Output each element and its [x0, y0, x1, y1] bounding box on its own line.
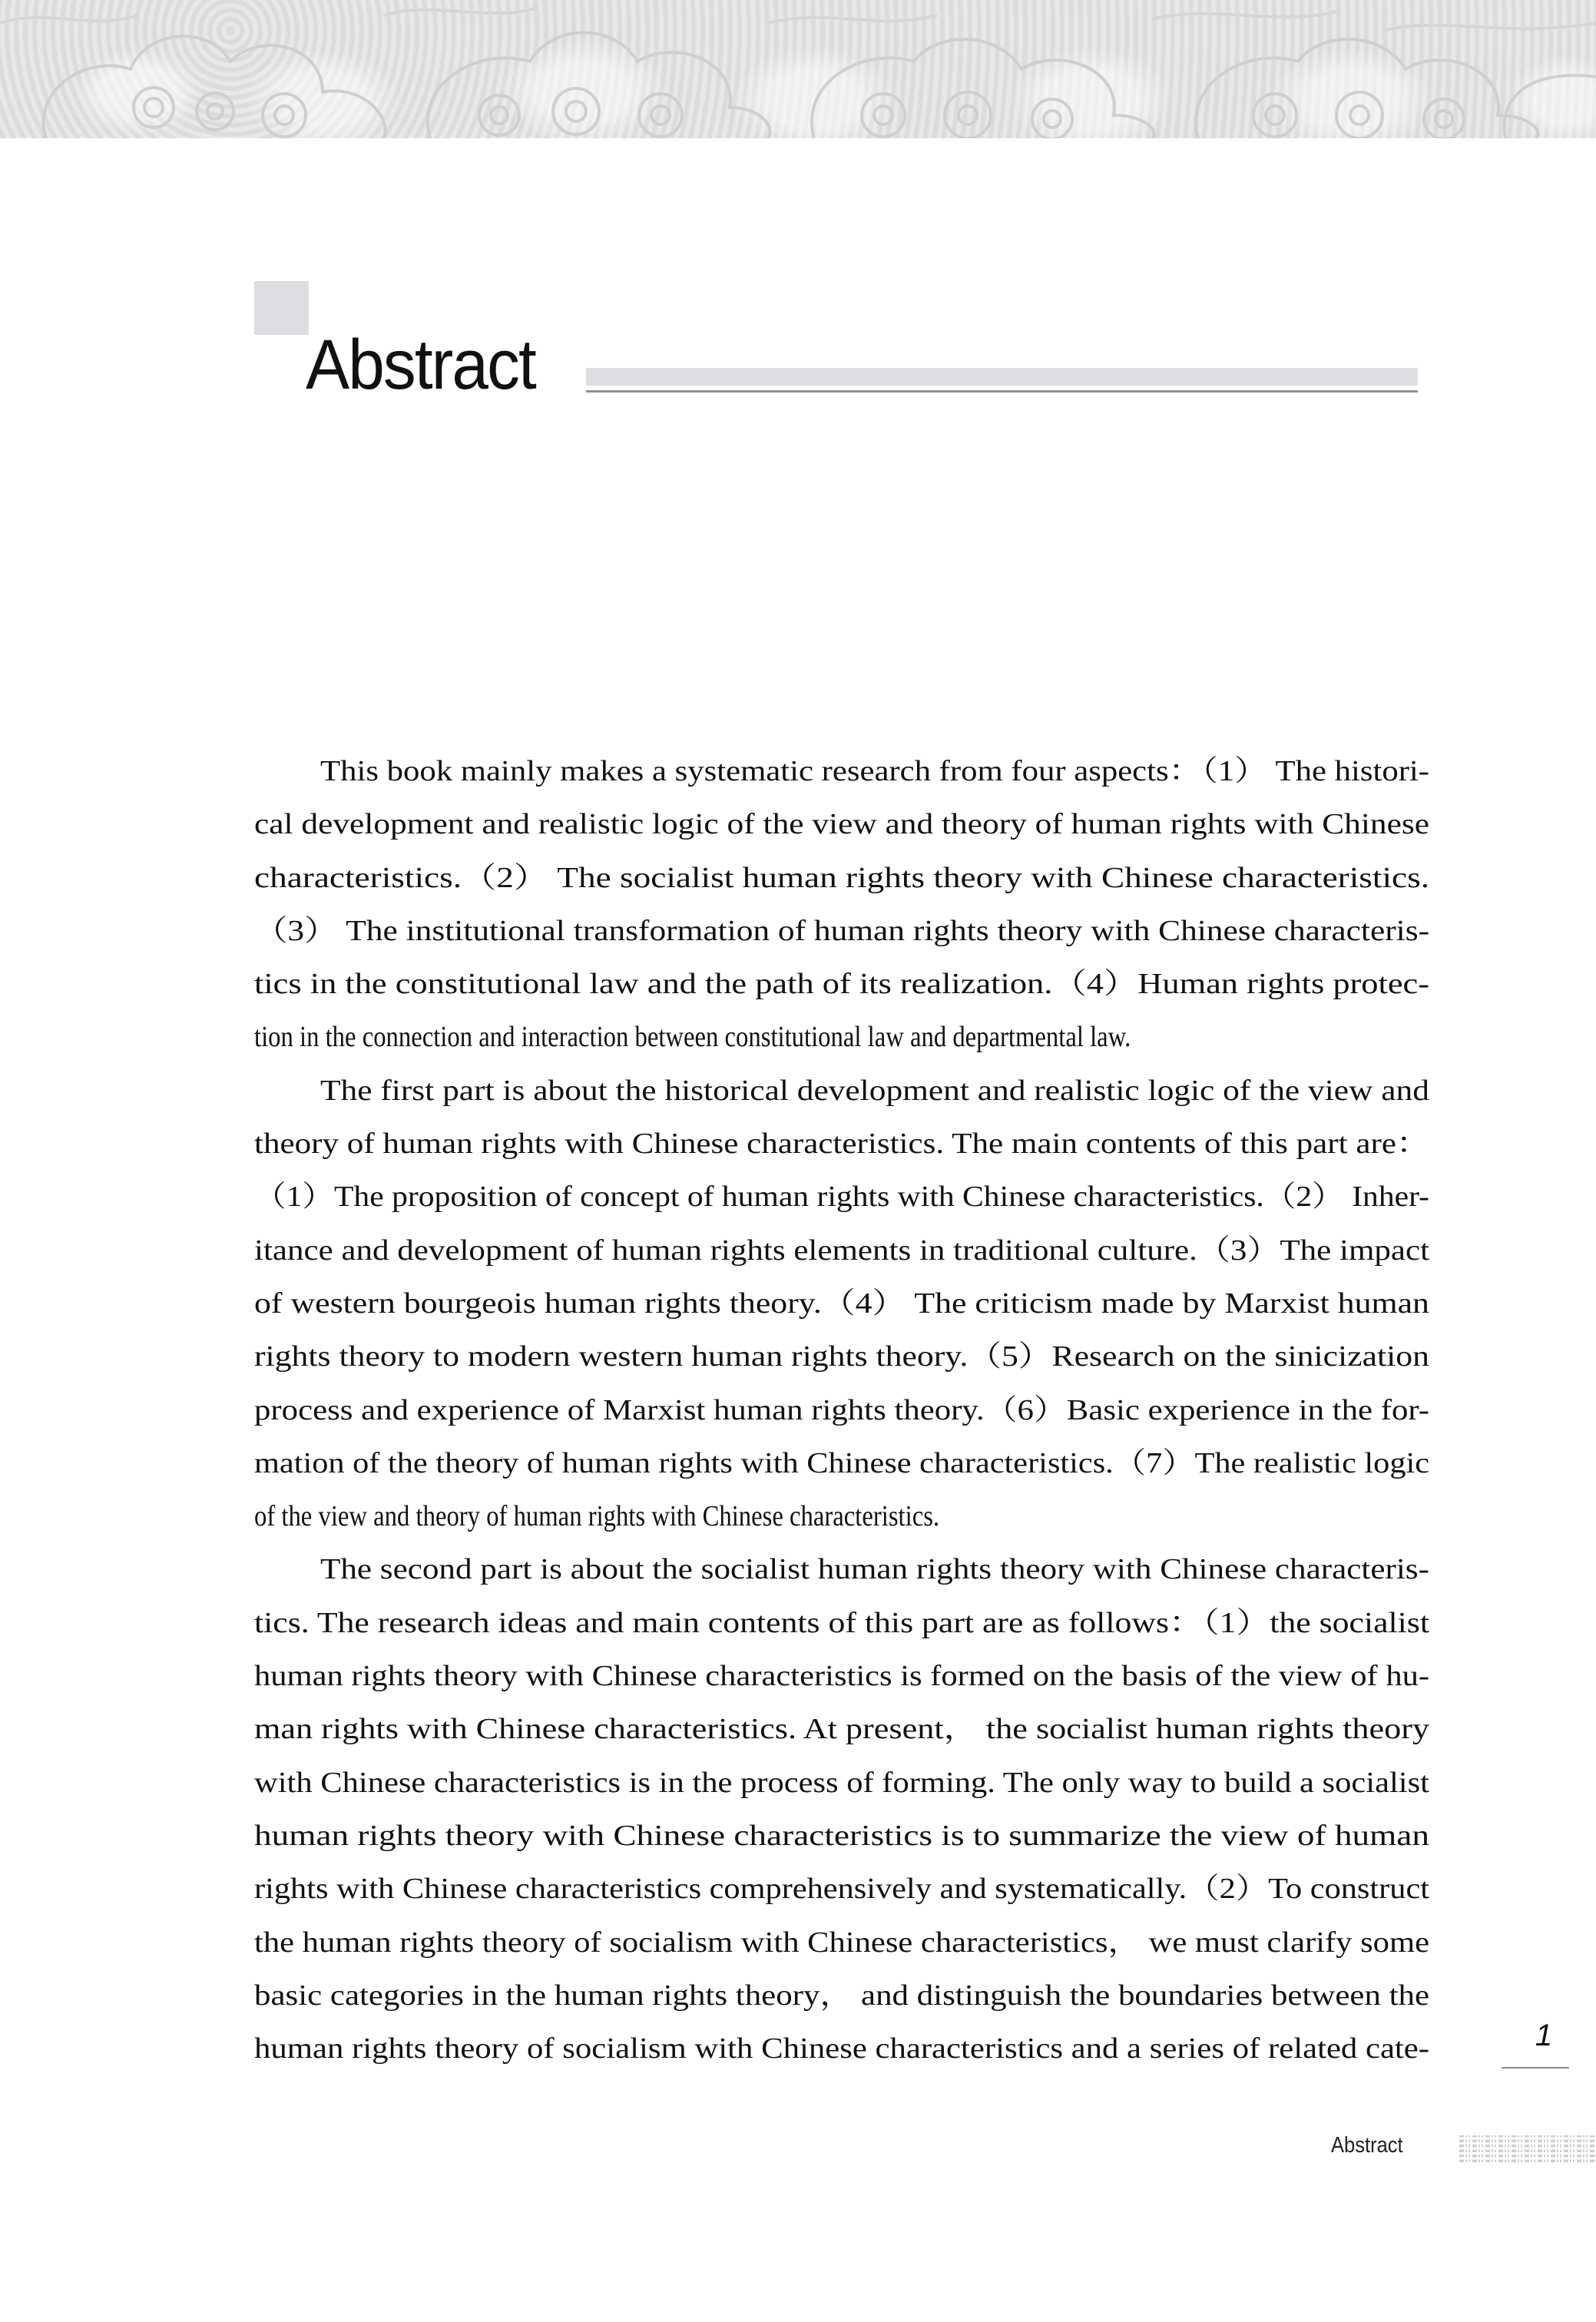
text-line: （1）The proposition of concept of human rights with Chinese characteristics.（2） Inher-	[254, 1181, 1430, 1214]
page-number: 1	[1535, 2019, 1553, 2052]
text-line: tics in the constitutional law and the path of its realization.（4）Human rights protec-	[254, 968, 1430, 1001]
text-line: of western bourgeois human rights theory.（4） The criticism made by Marxist human	[254, 1287, 1429, 1320]
text-line: The second part is about the socialist human rights theory with Chinese characteris-	[320, 1553, 1429, 1586]
text-line: man rights with Chinese characteristics. At present， the socialist human rights theory	[254, 1713, 1430, 1746]
text-line: human rights theory with Chinese characteristics is formed on the basis of the view of hu-	[254, 1660, 1430, 1693]
text-line: itance and development of human rights elements in traditional culture.（3）The impact	[254, 1234, 1430, 1267]
text-line: The first part is about the historical development and realistic logic of the view and	[320, 1074, 1429, 1107]
page-title: Abstract	[306, 326, 535, 404]
text-line: rights with Chinese characteristics comprehensively and systematically.（2）To construct	[254, 1873, 1430, 1906]
text-line: tics. The research ideas and main contents of this part are as follows：（1）the socialist	[254, 1606, 1430, 1639]
page-number-rule	[1502, 2067, 1569, 2069]
text-line: process and experience of Marxist human rights theory.（6）Basic experience in the for-	[254, 1393, 1430, 1426]
cloud-pattern-icon	[0, 0, 1596, 138]
text-line: mation of the theory of human rights with Chinese characteristics.（7）The realistic logic	[254, 1446, 1430, 1479]
text-line: cal development and realistic logic of the view and theory of human rights with Chinese	[254, 808, 1429, 841]
footer-dot-pattern	[1459, 2135, 1596, 2165]
paragraph-2	[254, 1065, 1429, 1544]
text-line: of the view and theory of human rights with Chinese characteristics.	[254, 1500, 940, 1533]
header-cloud-banner	[0, 0, 1596, 138]
title-rule	[586, 390, 1418, 393]
running-footer: Abstract	[1331, 2133, 1403, 2158]
paragraph-3	[254, 1543, 1429, 2075]
paragraph-1	[254, 745, 1429, 1065]
text-line: human rights theory with Chinese characteristics is to summarize the view of human	[254, 1819, 1429, 1852]
text-line: tion in the connection and interaction between constitutional law and departmental law.	[254, 1021, 1131, 1054]
title-accent-bar	[586, 368, 1418, 386]
text-line: human rights theory of socialism with Chinese characteristics and a series of related cate-	[254, 2032, 1430, 2065]
text-line: characteristics.（2） The socialist human rights theory with Chinese characteristics.	[254, 861, 1430, 894]
text-line: rights theory to modern western human rights theory.（5）Research on the sinicization	[254, 1340, 1429, 1373]
text-line: This book mainly makes a systematic research from four aspects：（1） The histori-	[320, 755, 1430, 787]
text-line: theory of human rights with Chinese characteristics. The main contents of this part are：	[254, 1128, 1430, 1161]
text-line: （3） The institutional transformation of human rights theory with Chinese characteris-	[254, 914, 1430, 947]
text-line: basic categories in the human rights theory， and distinguish the boundaries between the	[254, 1979, 1430, 2012]
text-line: with Chinese characteristics is in the process of forming. The only way to build a socialist	[254, 1766, 1429, 1799]
title-accent-square	[254, 281, 309, 335]
abstract-body	[254, 745, 1429, 2075]
text-line: the human rights theory of socialism with Chinese characteristics， we must clarify some	[254, 1926, 1429, 1959]
